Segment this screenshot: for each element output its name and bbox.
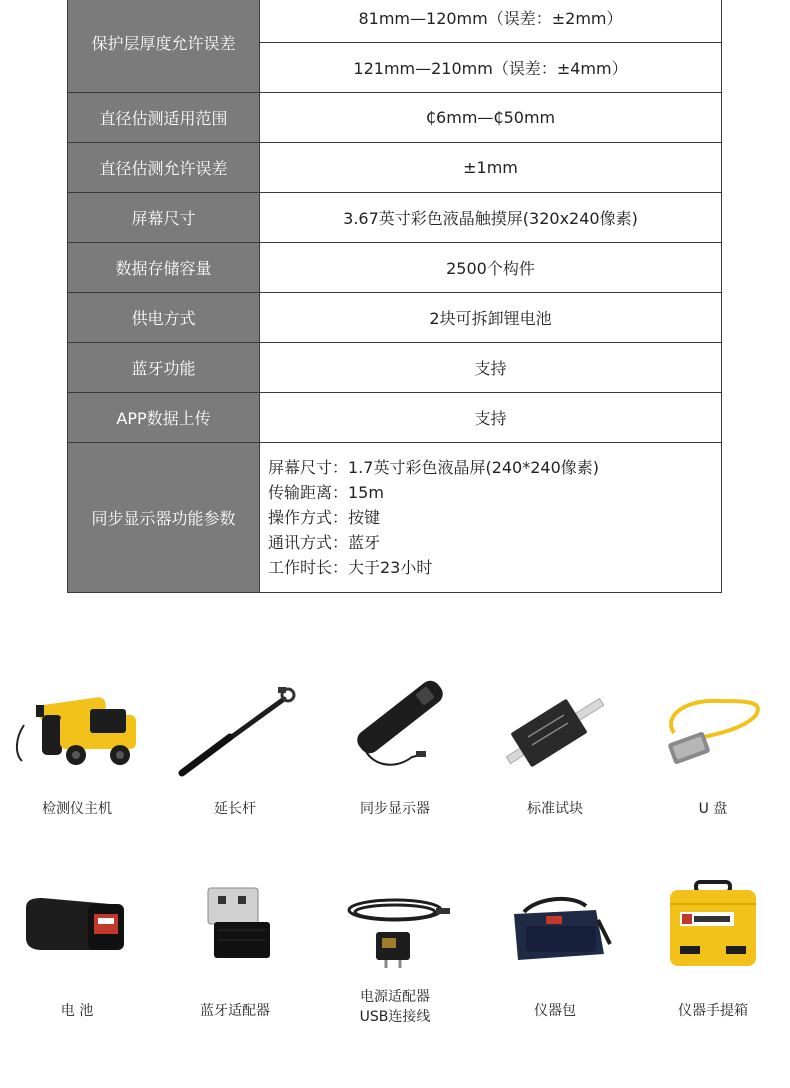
spec-line: 传输距离：15m — [268, 483, 384, 502]
spec-row — [68, 143, 722, 193]
accessory-label-line: USB连接线 — [359, 1009, 431, 1025]
spec-row — [68, 393, 722, 443]
accessory-label: U 盘 — [698, 801, 728, 817]
spec-key: 直径估测允许误差 — [68, 143, 260, 193]
spec-value: 2块可拆卸锂电池 — [260, 293, 722, 343]
spec-value: 121mm—210mm（误差：±4mm） — [260, 43, 722, 93]
spec-key: 供电方式 — [68, 293, 260, 343]
spec-value: 支持 — [260, 343, 722, 393]
usb-drive-icon — [638, 675, 788, 785]
sync-display-icon — [320, 675, 470, 785]
spec-row — [68, 193, 722, 243]
battery-icon — [2, 870, 152, 980]
bluetooth-adapter-icon — [160, 870, 310, 980]
spec-line: 通讯方式：蓝牙 — [268, 533, 381, 552]
extension-rod-icon — [160, 675, 310, 785]
detector-host-icon — [2, 675, 152, 785]
spec-value: 81mm—120mm（误差：±2mm） — [260, 0, 722, 43]
spec-key: 蓝牙功能 — [68, 343, 260, 393]
accessory-label-line: 电源适配器 — [360, 989, 430, 1005]
accessory-label: 同步显示器 — [360, 801, 430, 817]
accessory-label: 电 池 — [60, 1003, 94, 1019]
spec-row — [68, 0, 722, 43]
spec-value: ₵6mm—₵50mm — [260, 93, 722, 143]
spec-line: 屏幕尺寸：1.7英寸彩色液晶屏(240*240像素) — [268, 458, 600, 477]
accessory-label: 蓝牙适配器 — [200, 1003, 270, 1019]
power-adapter-icon — [320, 870, 470, 980]
spec-row — [68, 343, 722, 393]
spec-row — [68, 93, 722, 143]
spec-value-multiline — [260, 443, 722, 593]
accessory-label: 仪器手提箱 — [678, 1003, 748, 1019]
spec-line: 工作时长：大于23小时 — [268, 558, 433, 577]
spec-value: 支持 — [260, 393, 722, 443]
spec-row — [68, 293, 722, 343]
instrument-bag-icon — [480, 870, 630, 980]
accessory-label: 检测仪主机 — [42, 801, 112, 817]
spec-key: 同步显示器功能参数 — [68, 443, 260, 593]
accessory-label: 标准试块 — [527, 801, 583, 817]
spec-key: 屏幕尺寸 — [68, 193, 260, 243]
spec-line: 操作方式：按键 — [268, 508, 381, 527]
spec-row — [68, 443, 722, 593]
spec-table — [67, 0, 722, 593]
spec-key: 直径估测适用范围 — [68, 93, 260, 143]
spec-key: APP数据上传 — [68, 393, 260, 443]
spec-value: 3.67英寸彩色液晶触摸屏(320x240像素) — [260, 193, 722, 243]
carry-case-icon — [638, 870, 788, 980]
spec-value: ±1mm — [260, 143, 722, 193]
accessory-label: 仪器包 — [534, 1003, 576, 1019]
spec-value: 2500个构件 — [260, 243, 722, 293]
spec-row — [68, 243, 722, 293]
test-block-icon — [480, 675, 630, 785]
accessory-label: 延长杆 — [214, 801, 256, 817]
spec-key: 数据存储容量 — [68, 243, 260, 293]
spec-key: 保护层厚度允许误差 — [68, 0, 260, 93]
